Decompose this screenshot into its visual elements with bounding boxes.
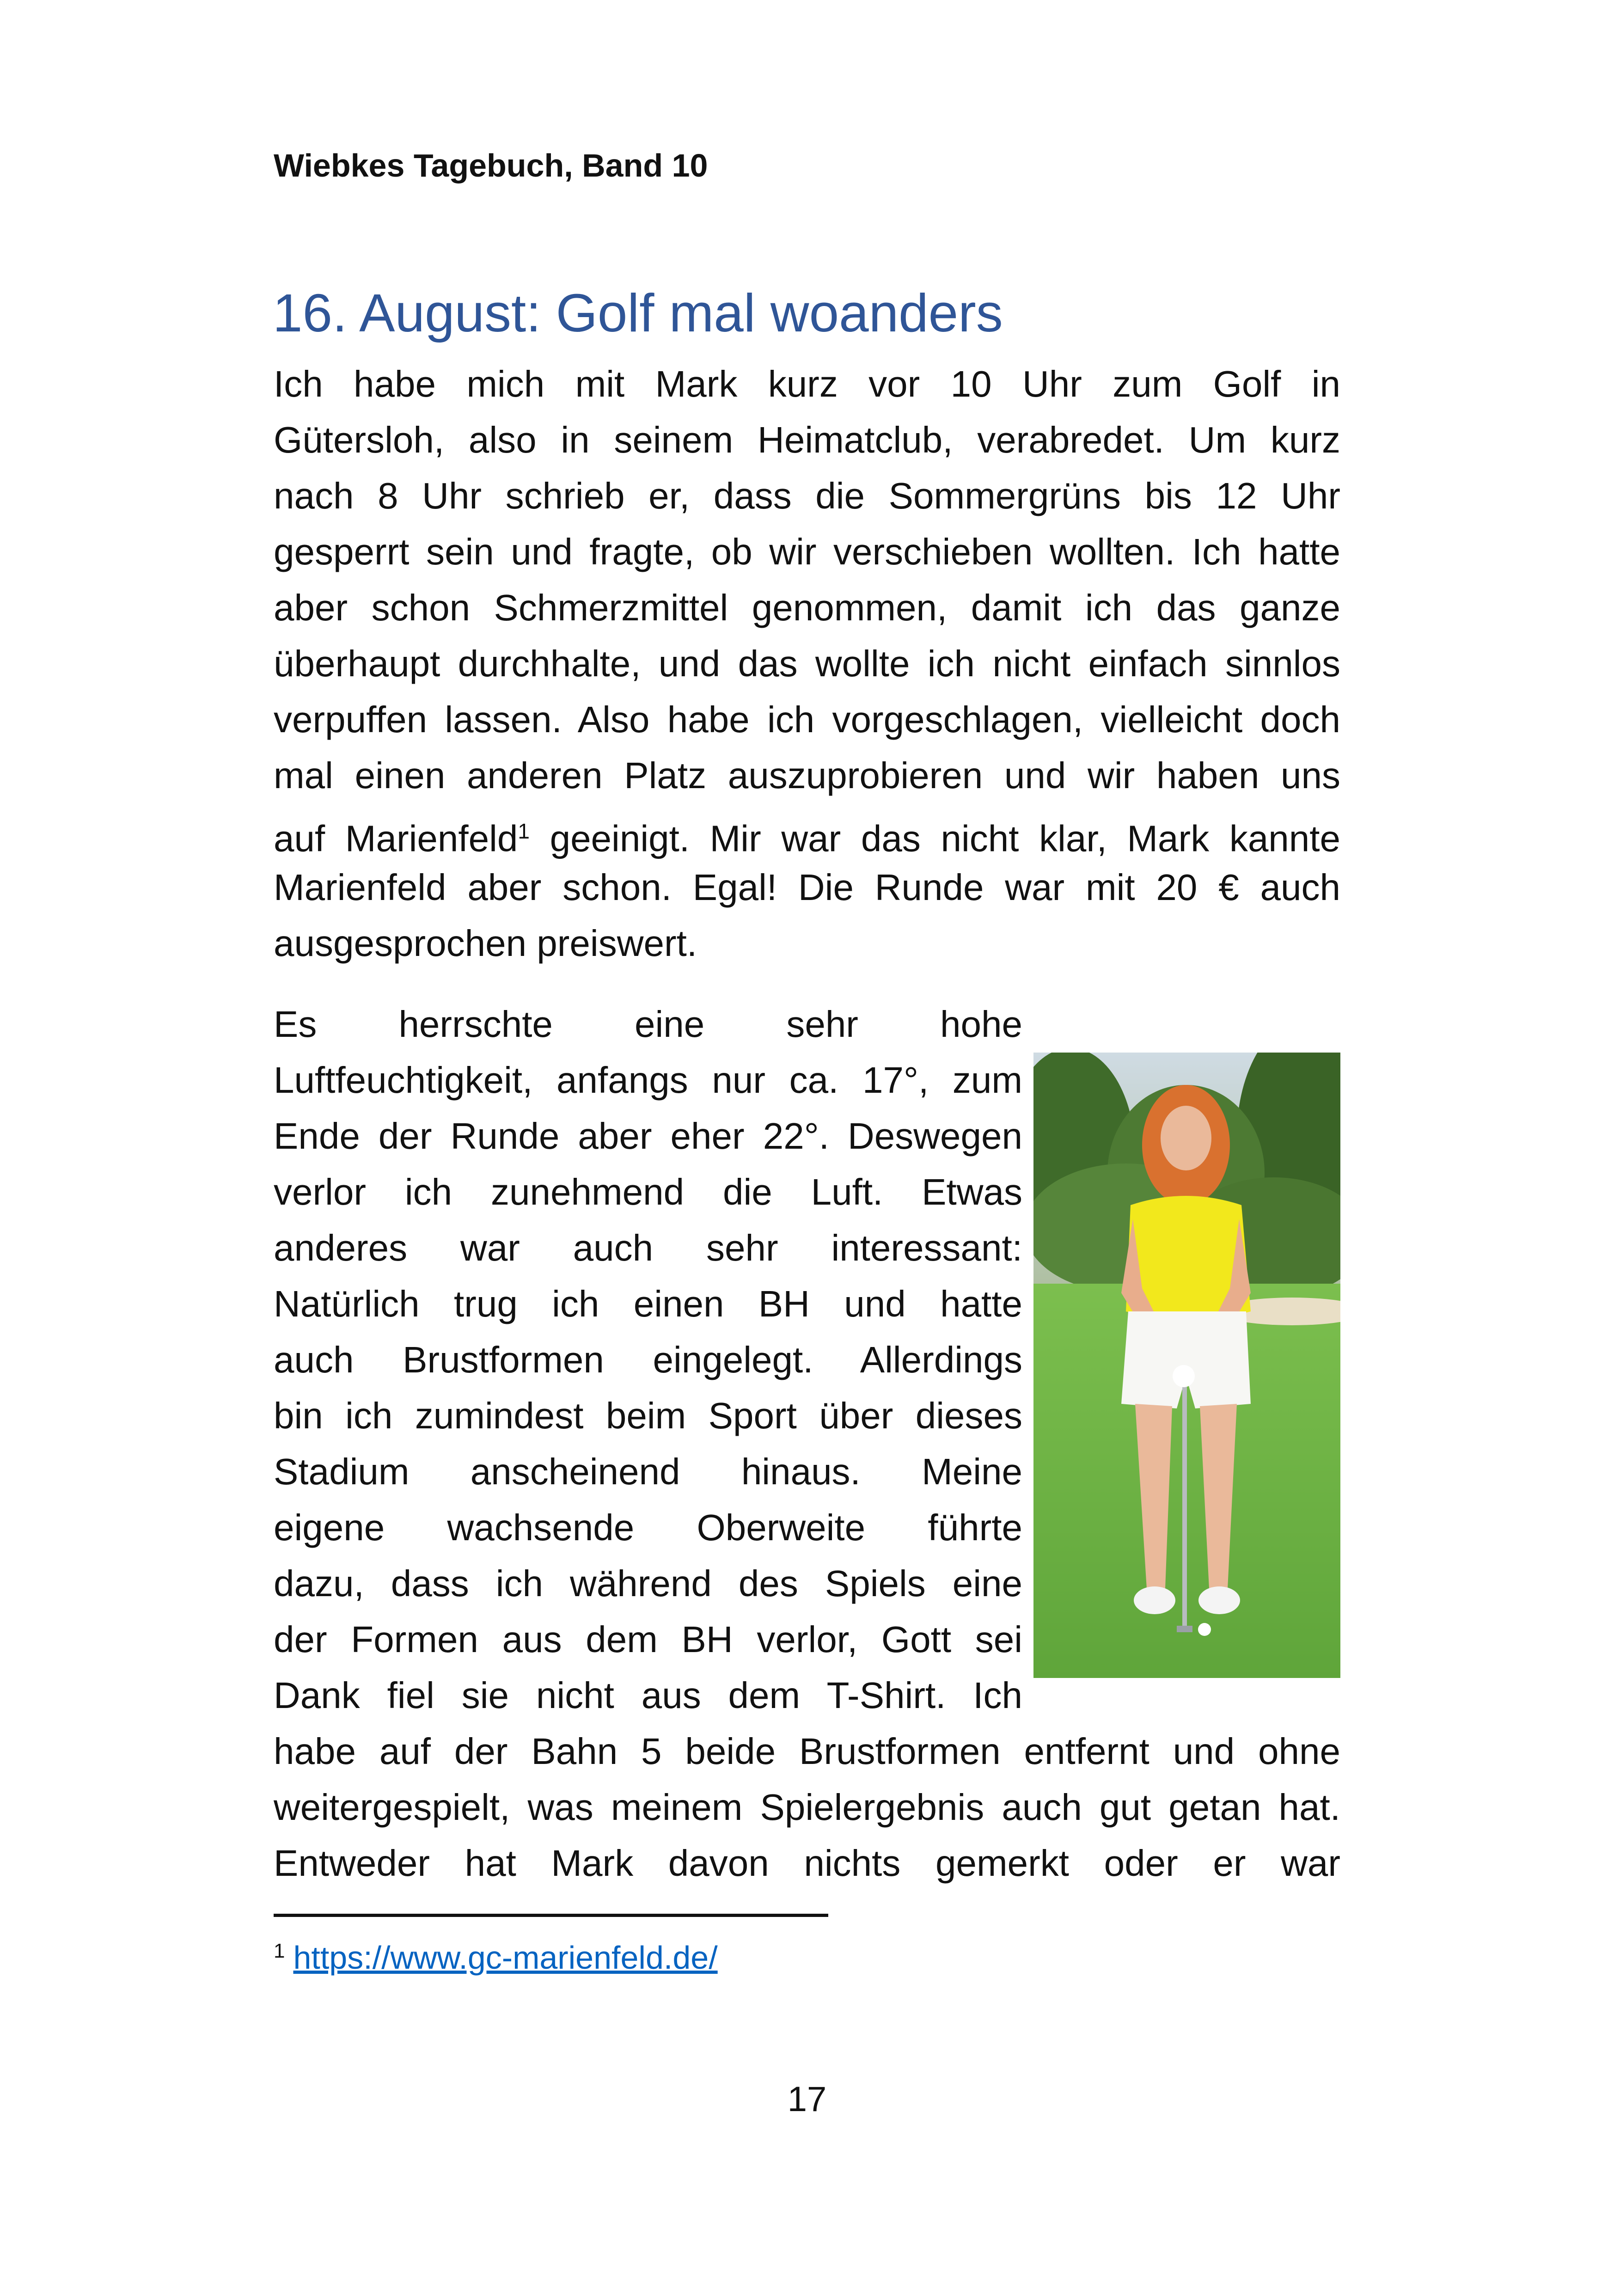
text-line: Ich habe mich mit Mark kurz vor 10 Uhr zum Golf in xyxy=(274,363,1340,404)
text-line: der Formen aus dem BH verlor, Gott sei xyxy=(274,1619,1022,1660)
left-shoe xyxy=(1134,1586,1175,1614)
text-line: Natürlich trug ich einen BH und hatte xyxy=(274,1283,1022,1324)
text-line: bin ich zumindest beim Sport über dieses xyxy=(274,1395,1022,1436)
text-segment: geeinigt. Mir war das nicht klar, Mark kannte xyxy=(529,818,1341,859)
text-line xyxy=(274,803,1340,859)
page-number: 17 xyxy=(787,2080,827,2119)
footnote-number: 1 xyxy=(274,1939,285,1962)
text-line: weitergespielt, was meinem Spielergebnis auch gut getan hat. xyxy=(274,1787,1340,1828)
footnote-reference[interactable]: 1 xyxy=(518,819,530,843)
text-line: habe auf der Bahn 5 beide Brustformen entfernt und ohne xyxy=(274,1731,1340,1772)
club-head xyxy=(1177,1626,1192,1632)
paragraph-2-full-width-text xyxy=(274,1723,1340,1891)
face xyxy=(1161,1106,1211,1170)
glove xyxy=(1173,1365,1195,1387)
footnote xyxy=(274,1939,718,1976)
golf-club xyxy=(1182,1371,1187,1630)
paragraph-2-wrapped-text xyxy=(274,996,1022,1723)
text-line: Dank fiel sie nicht aus dem T-Shirt. Ich xyxy=(274,1675,1022,1716)
text-line: auch Brustformen eingelegt. Allerdings xyxy=(274,1339,1022,1380)
text-line: eigene wachsende Oberweite führte xyxy=(274,1507,1022,1548)
text-line: dazu, dass ich während des Spiels eine xyxy=(274,1563,1022,1604)
text-line: Ende der Runde aber eher 22°. Deswegen xyxy=(274,1115,1022,1157)
text-line: Marienfeld aber schon. Egal! Die Runde war mit 20 € auch xyxy=(274,867,1340,908)
golf-ball xyxy=(1198,1623,1211,1636)
text-line: Es herrschte eine sehr hohe xyxy=(274,1004,1022,1045)
text-line: überhaupt durchhalte, und das wollte ich nicht einfach sinnlos xyxy=(274,643,1340,684)
text-segment: auf Marienfeld xyxy=(274,818,518,859)
text-line: anderes war auch sehr interessant: xyxy=(274,1227,1022,1268)
golfer-photo-illustration xyxy=(1033,1053,1340,1678)
running-header: Wiebkes Tagebuch, Band 10 xyxy=(274,147,708,184)
text-line: Entweder hat Mark davon nichts gemerkt oder er war xyxy=(274,1843,1340,1884)
text-line: verpuffen lassen. Also habe ich vorgeschlagen, vielleicht doch xyxy=(274,699,1340,740)
text-line: Gütersloh, also in seinem Heimatclub, verabredet. Um kurz xyxy=(274,419,1340,460)
paragraph-1 xyxy=(274,356,1340,971)
text-line: verlor ich zunehmend die Luft. Etwas xyxy=(274,1171,1022,1212)
footnote-link[interactable]: https://www.gc-marienfeld.de/ xyxy=(293,1940,718,1976)
chapter-title: 16. August: Golf mal woanders xyxy=(273,283,1003,343)
right-shoe xyxy=(1198,1586,1240,1614)
text-line: Stadium anscheinend hinaus. Meine xyxy=(274,1451,1022,1492)
text-line: aber schon Schmerzmittel genommen, damit ich das ganze xyxy=(274,587,1340,628)
text-line: ausgesprochen preiswert. xyxy=(274,923,697,964)
footnote-separator xyxy=(274,1914,828,1917)
text-line: nach 8 Uhr schrieb er, dass die Sommergrüns bis 12 Uhr xyxy=(274,475,1340,516)
text-line: Luftfeuchtigkeit, anfangs nur ca. 17°, zum xyxy=(274,1059,1022,1101)
text-line: gesperrt sein und fragte, ob wir verschieben wollten. Ich hatte xyxy=(274,531,1340,572)
text-line: mal einen anderen Platz auszuprobieren und wir haben uns xyxy=(274,755,1340,796)
golfer-photo xyxy=(1033,1053,1340,1678)
